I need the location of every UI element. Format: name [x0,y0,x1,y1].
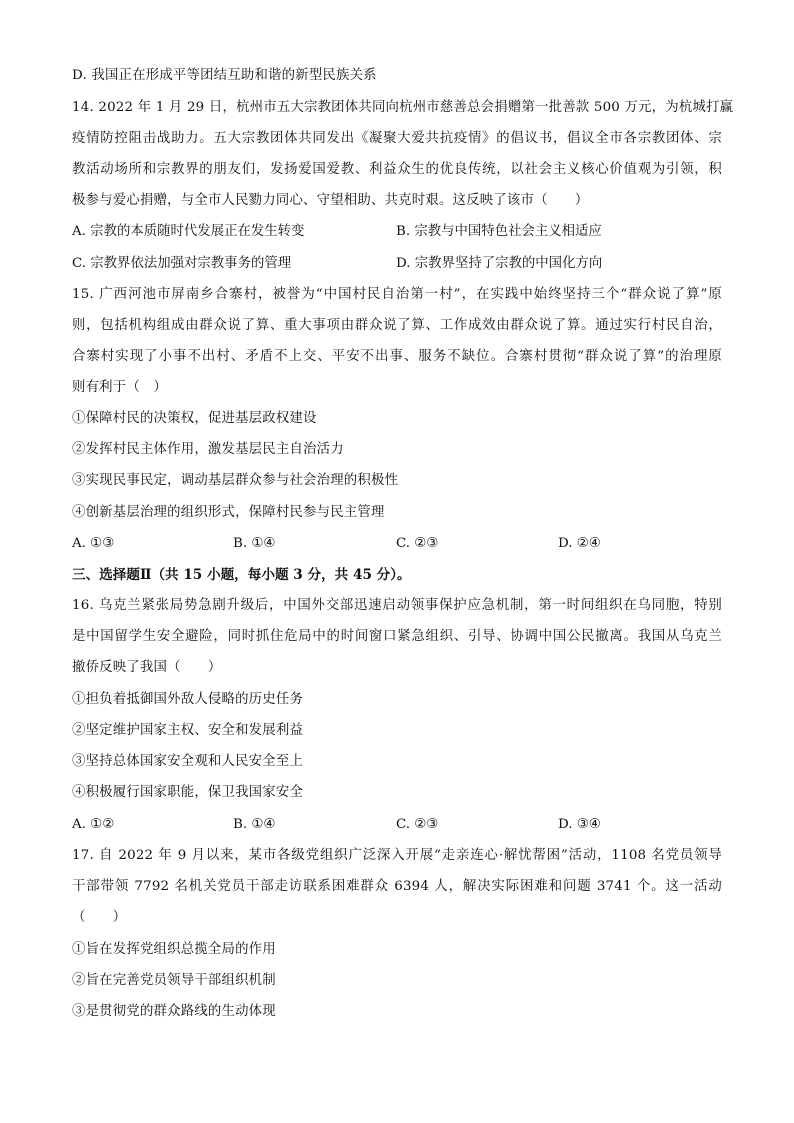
q17-statement: ①旨在发挥党组织总揽全局的作用 [72,942,276,957]
q16-option-b: B. ①④ [233,817,276,832]
q14-option-c: C. 宗教界依法加强对宗教事务的管理 [72,256,292,271]
q16-statement: ②坚定维护国家主权、安全和发展利益 [72,723,304,738]
q16-statement: ③坚持总体国家安全观和人民安全至上 [72,754,304,769]
q15-stem-line: 则，包括机构组成由群众说了算、重大事项由群众说了算、工作成效由群众说了算。通过实行村民自治， [72,318,722,333]
q17-stem-line: 干部带领 7792 名机关党员干部走访联系困难群众 6394 人，解决实际困难和问题 3741 个。这一活动 [72,879,722,894]
q14-option-a: A. 宗教的本质随时代发展正在发生转变 [72,224,305,239]
q13-option-d: D. 我国正在形成平等团结互助和谐的新型民族关系 [72,68,377,83]
section-heading: 三、选择题Ⅱ（共 15 小题，每小题 3 分，共 45 分）。 [72,567,411,583]
q15-stem-line: 15. 广西河池市屏南乡合寨村，被誉为“中国村民自治第一村”，在实践中始终坚持三个“群众说了算”原 [72,287,722,302]
q14-stem-line: 疫情防控阻击战助力。五大宗教团体共同发出《凝聚大爱共抗疫情》的倡议书，倡议全市各宗教团体、宗 [72,131,722,146]
q15-stem-line: 则有利于（ ） [72,380,168,395]
q14-option-b: B. 宗教与中国特色社会主义相适应 [396,224,602,239]
q15-statement: ①保障村民的决策权，促进基层政权建设 [72,411,317,426]
q15-option-a: A. ①③ [72,536,115,551]
q14-stem-line: 教活动场所和宗教界的朋友们，发扬爱国爱教、利益众生的优良传统，以社会主义核心价值观为引领，积 [72,162,722,177]
q15-option-c: C. ②③ [396,536,439,551]
q15-option-b: B. ①④ [233,536,276,551]
q16-option-d: D. ③④ [558,817,601,832]
q14-stem-line: 14. 2022 年 1 月 29 日，杭州市五大宗教团体共同向杭州市慈善总会捐赠第一批善款 500 万元，为杭城打赢 [72,100,734,115]
q16-stem-line: 撤侨反映了我国（ ） [72,660,222,675]
q17-stem-line: 17. 自 2022 年 9 月以来，某市各级党组织广泛深入开展“走亲连心·解忧帮困”活动，1108 名党员领导 [72,848,722,863]
q15-option-d: D. ②④ [558,536,601,551]
q16-stem-line: 是中国留学生安全避险，同时抓住危局中的时间窗口紧急组织、引导、协调中国公民撤离。我国从乌克兰 [72,629,722,644]
q17-statement: ②旨在完善党员领导干部组织机制 [72,973,276,988]
q15-statement: ④创新基层治理的组织形式，保障村民参与民主管理 [72,505,385,520]
q15-statement: ③实现民事民定，调动基层群众参与社会治理的积极性 [72,473,399,488]
q14-stem-line: 极参与爱心捐赠，与全市人民勠力同心、守望相助、共克时艰。这反映了该市（ ） [72,193,589,208]
q16-statement: ④积极履行国家职能，保卫我国家安全 [72,785,304,800]
q17-stem-line: （ ） [72,910,127,925]
q16-option-c: C. ②③ [396,817,439,832]
q16-stem-line: 16. 乌克兰紧张局势急剧升级后，中国外交部迅速启动领事保护应急机制，第一时间组织在乌同胞，特别 [72,598,722,613]
q16-statement: ①担负着抵御国外敌人侵略的历史任务 [72,692,304,707]
q14-option-d: D. 宗教界坚持了宗教的中国化方向 [396,256,603,271]
q15-stem-line: 合寨村实现了小事不出村、矛盾不上交、平安不出事、服务不缺位。合寨村贯彻“群众说了算”的治理原 [72,349,722,364]
q15-statement: ②发挥村民主体作用，激发基层民主自治活力 [72,442,344,457]
q16-option-a: A. ①② [72,817,115,832]
q17-statement: ③是贯彻党的群众路线的生动体现 [72,1004,276,1019]
